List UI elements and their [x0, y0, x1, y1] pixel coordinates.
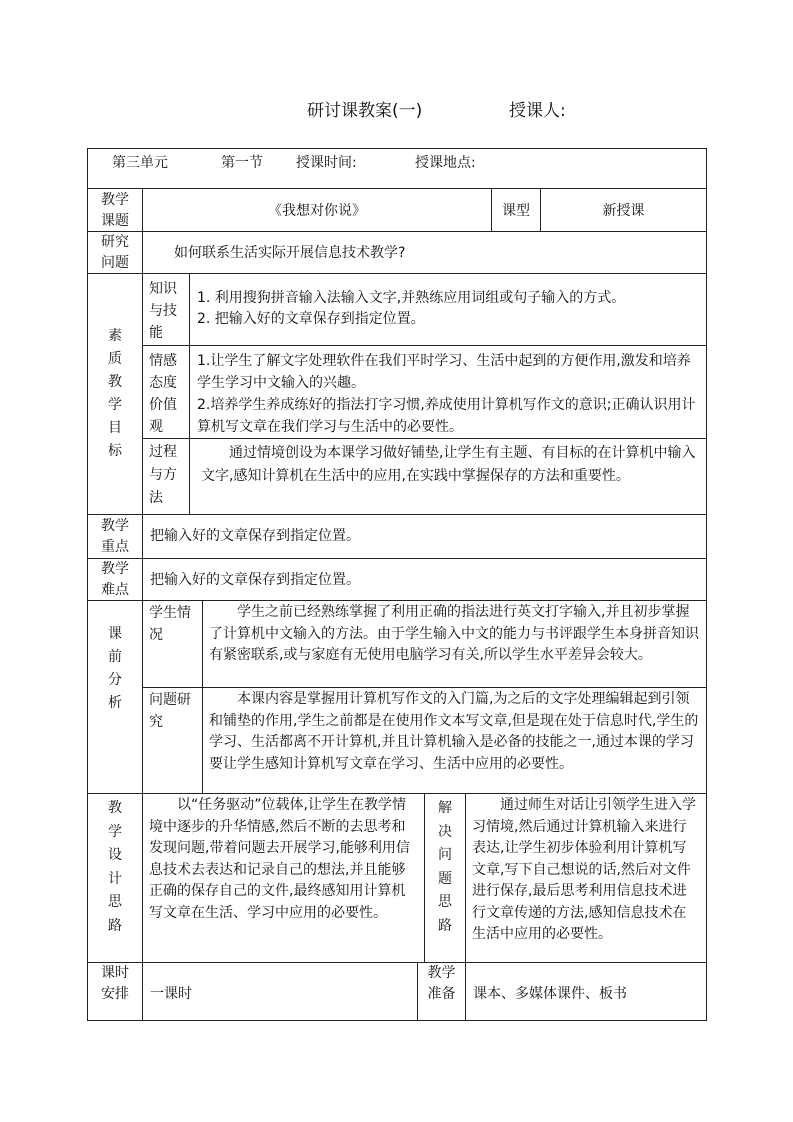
- key-point-value: 把输入好的文章保存到指定位置。: [143, 514, 707, 559]
- prep-label: 教学准备: [418, 962, 466, 1021]
- students-label: 学生情况: [143, 600, 203, 688]
- difficulty-label: 教学难点: [87, 558, 143, 601]
- analysis-label-text: 课前分析: [108, 626, 122, 711]
- students-content: 学生之前已经熟练掌握了利用正确的指法进行英文打字输入,并且初步掌握了计算机中文输入的方法。由于学生输入中文的能力与书评跟学生本身拼音知识有紧密联系,或与家庭有无使用电脑学习有关,所以学生水平差异会较大。: [203, 600, 707, 688]
- key-point-label: 教学重点: [87, 514, 143, 559]
- solve-label: [425, 793, 466, 963]
- research-value: 如何联系生活实际开展信息技术教学?: [143, 231, 707, 274]
- solve-content: 通过师生对话让引领学生进入学习情境,然后通过计算机输入来进行表达,让学生初步体验利用计算机写文章,写下自己想说的话,然后对文件进行保存,最后思考利用信息技术进行文章传递的方法,感知信息技术在生活中应用的必要性。: [466, 793, 707, 963]
- research-label: 研究问题: [87, 231, 143, 274]
- design-label-text: 教学设计思路: [108, 800, 122, 934]
- emotion-line-2: 2.培养学生养成练好的指法打字习惯,养成使用计算机写作文的意识;正确认识用计算机写文章在我们学习与生活中的必要性。: [197, 397, 696, 435]
- emotion-line-1: 1.让学生了解文字处理软件在我们平时学习、生活中起到的方便作用,激发和培养学生学习中文输入的兴趣。: [197, 353, 691, 391]
- lesson-type-label: 课型: [492, 188, 541, 232]
- difficulty-value: 把输入好的文章保存到指定位置。: [143, 558, 707, 601]
- knowledge-line-2: 2. 把输入好的文章保存到指定位置。: [197, 311, 425, 327]
- lesson-type-value: 新授课: [541, 188, 707, 232]
- goals-label-text: 素质教学目标: [108, 328, 122, 459]
- unit-label: 第三单元: [112, 155, 168, 171]
- emotion-label: 情感态度价值观: [143, 345, 190, 439]
- topic-value: 《我想对你说》: [143, 188, 492, 232]
- design-content: 以“任务驱动”位载体,让学生在教学情境中逐步的升华情感,然后不断的去思考和发现问题,带着问题去开展学习,能够利用信息技术去表达和记录自己的想法,并且能够正确的保存自己的文件,最终感知用计算机写文章在生活、学习中应用的必要性。: [143, 793, 425, 963]
- problem-content: 本课内容是掌握用计算机写作文的入门篇,为之后的文字处理编辑起到引领和铺垫的作用,学生之前都是在使用作文本写文章,但是现在处于信息时代,学生的学习、生活都离不开计算机,并且计算机输入是必备的技能之一,通过本课的学习要让学生感知计算机写文章在学习、生活中应用的必要性。: [203, 687, 707, 794]
- knowledge-line-1: 1. 利用搜狗拼音输入法输入文字,并熟练应用词组或句子输入的方式。: [197, 290, 626, 306]
- knowledge-content: [190, 273, 707, 346]
- time-label: 授课时间:: [296, 155, 357, 171]
- section-label: 第一节: [221, 155, 263, 171]
- solve-label-text: 解决问题思路: [438, 800, 452, 934]
- emotion-content: [190, 345, 707, 439]
- teacher-label: 授课人:: [509, 101, 566, 121]
- schedule-value: 一课时: [143, 962, 418, 1021]
- document-title: 研讨课教案(一): [307, 101, 423, 121]
- place-label: 授课地点:: [415, 155, 476, 171]
- schedule-label: 课时安排: [87, 962, 143, 1021]
- design-label: [87, 793, 143, 963]
- topic-label: 教学课题: [87, 188, 143, 232]
- knowledge-label: 知识与技能: [143, 273, 190, 346]
- process-label: 过程与方法: [143, 438, 190, 515]
- process-content: 通过情境创设为本课学习做好铺垫,让学生有主题、有目标的在计算机中输入文字,感知计算机在生活中的应用,在实践中掌握保存的方法和重要性。: [190, 438, 707, 515]
- problem-label: 问题研究: [143, 687, 203, 794]
- goals-label: [87, 273, 143, 515]
- info-row: [87, 148, 707, 188]
- analysis-label: [87, 600, 143, 794]
- prep-value: 课本、多媒体课件、板书: [466, 962, 707, 1021]
